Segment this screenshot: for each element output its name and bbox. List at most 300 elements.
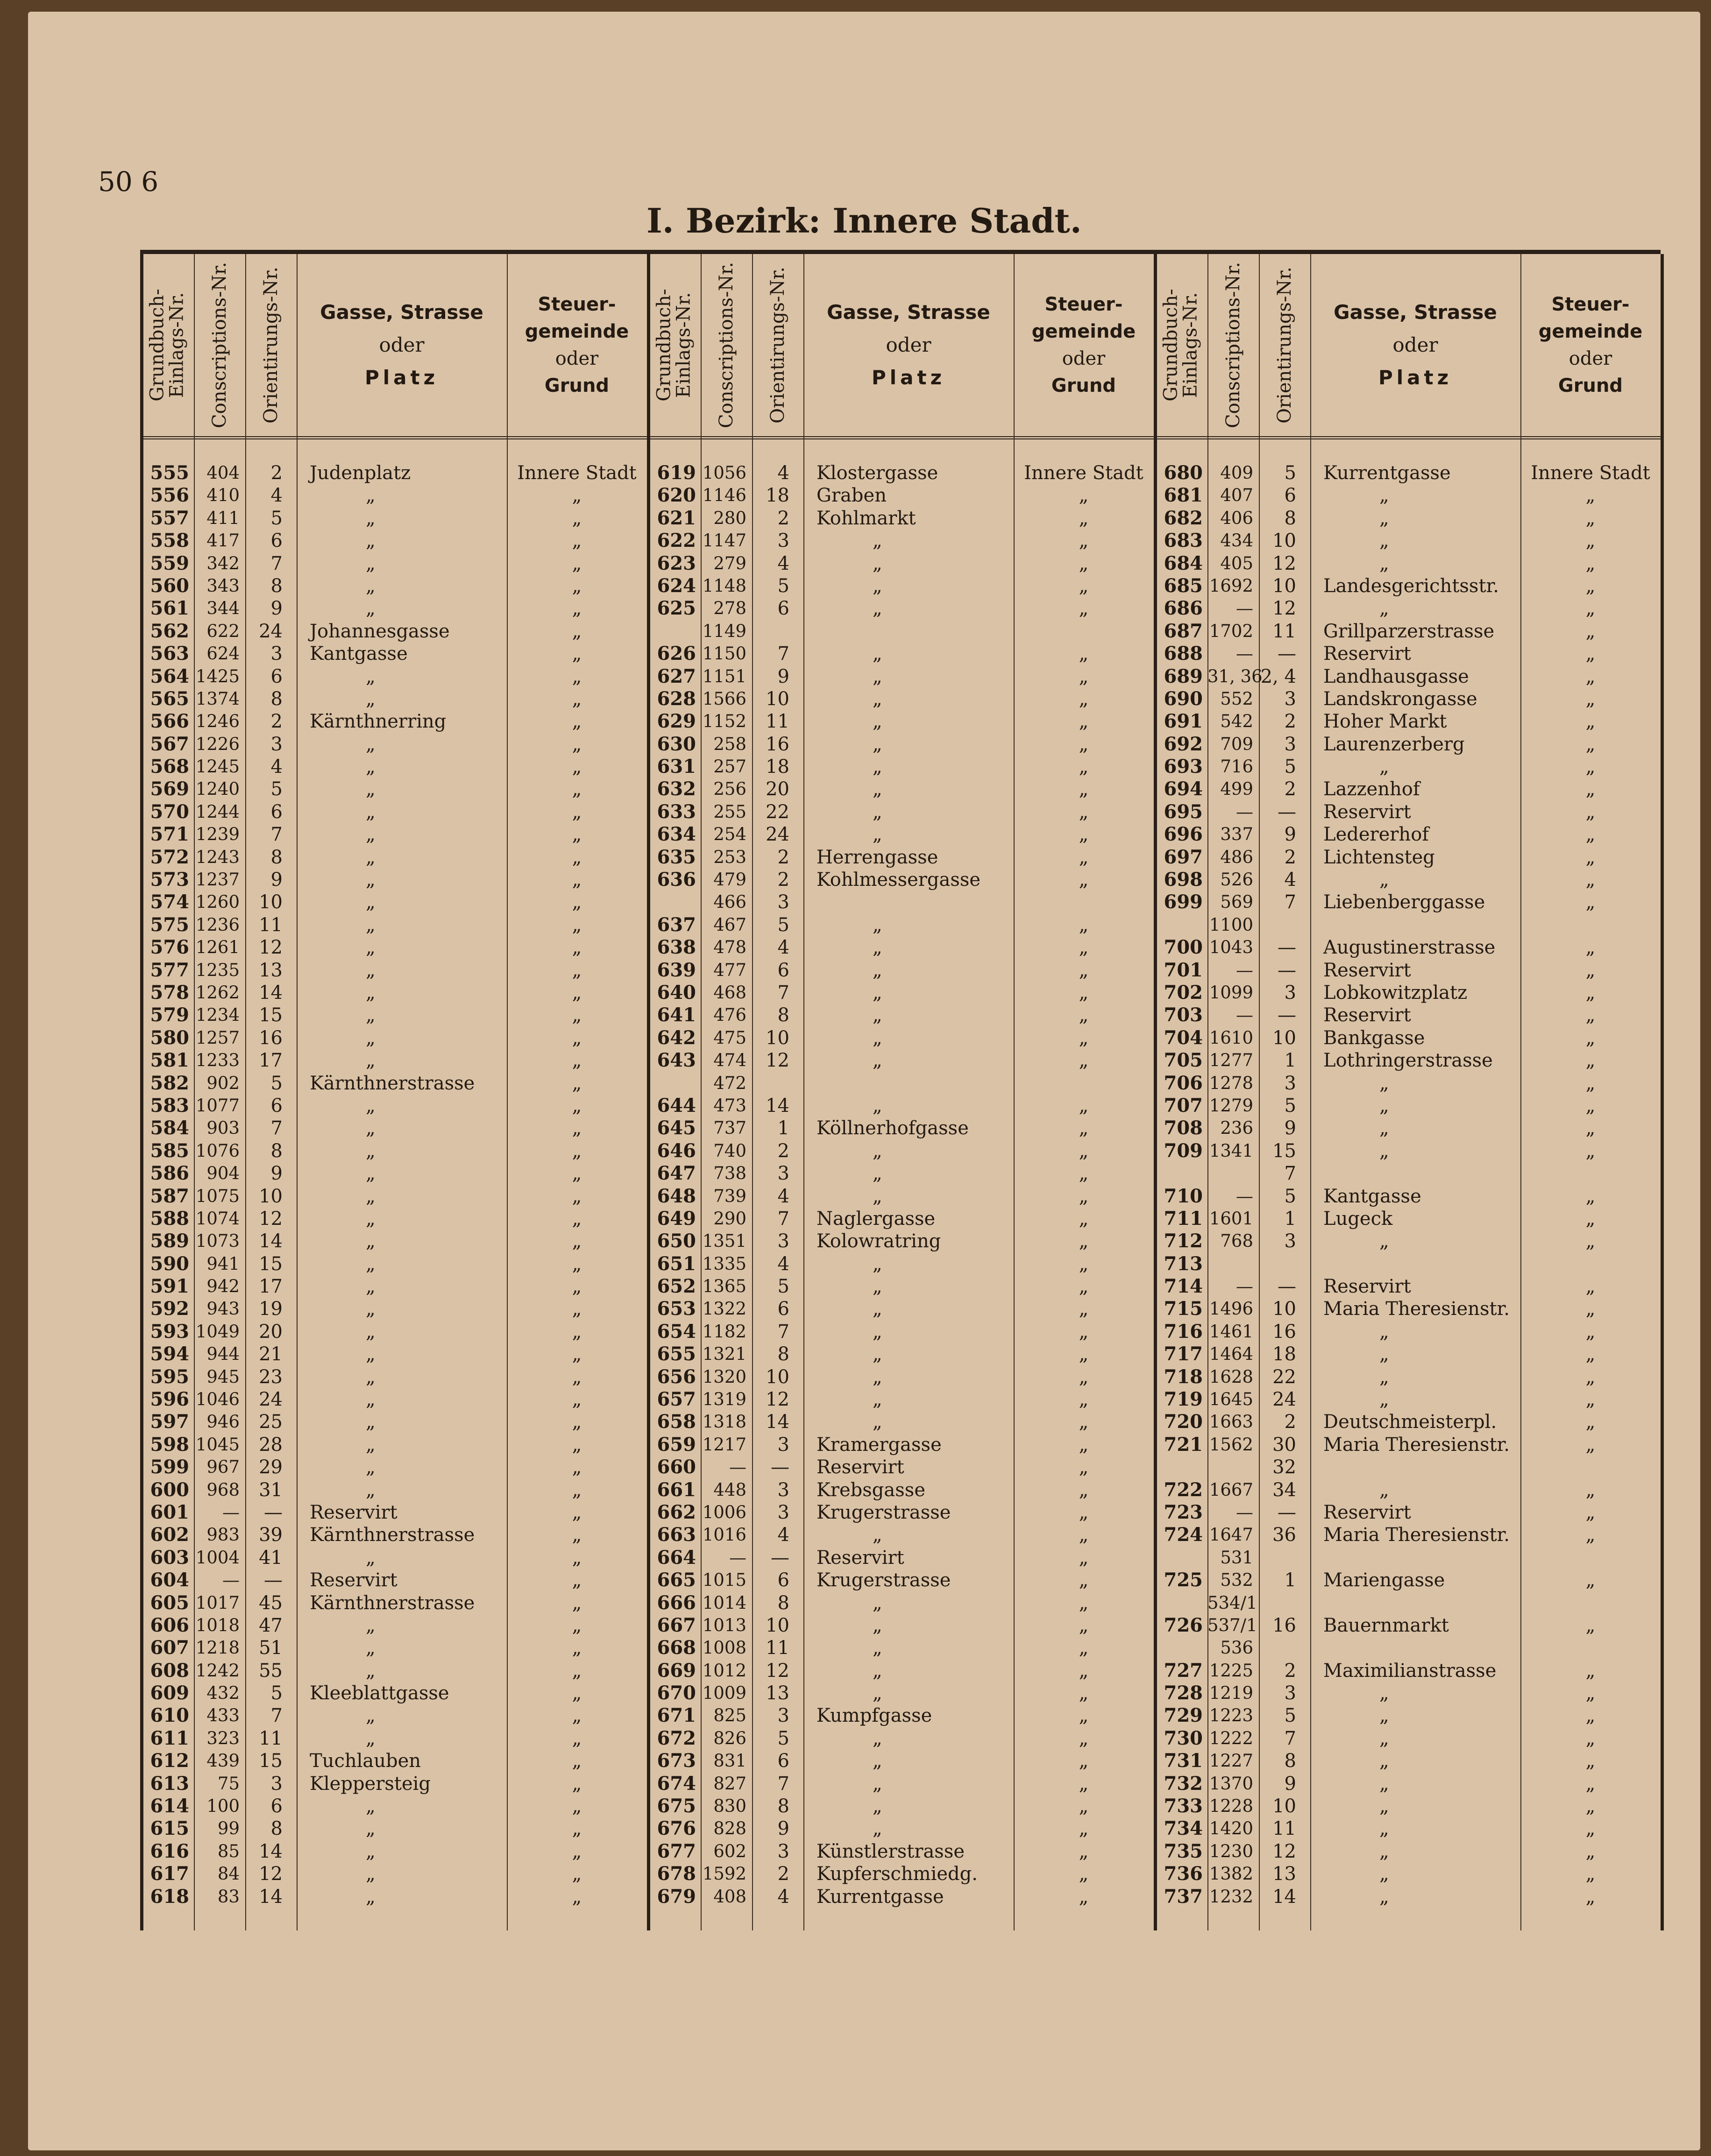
orientation-number: 10: [1272, 575, 1296, 597]
table-row: [140, 1863, 647, 1885]
table-row: [647, 1569, 1154, 1591]
tax-district: „: [572, 575, 582, 597]
street-name: „: [366, 1434, 376, 1456]
conscription-number: 1075: [195, 1186, 240, 1206]
table-row: [1154, 778, 1661, 800]
tax-district: „: [1079, 1027, 1089, 1049]
register-block: [647, 254, 1154, 1930]
tax-district: „: [1585, 1886, 1596, 1908]
conscription-number: 468: [713, 982, 746, 1003]
table-row: [140, 665, 647, 688]
table-row: [1154, 1343, 1661, 1365]
tax-district: „: [1585, 598, 1596, 620]
conscription-number: —: [222, 1502, 240, 1522]
tax-district: „: [1079, 1253, 1089, 1275]
table-row: [647, 1117, 1154, 1139]
grundbuch-number: 568: [150, 756, 189, 778]
street-name: Künstlerstrasse: [816, 1840, 965, 1862]
grundbuch-number: 634: [657, 823, 696, 846]
grundbuch-number: 566: [150, 710, 189, 733]
grundbuch-number: 635: [657, 846, 696, 868]
orientation-number: 1: [1284, 1208, 1296, 1230]
table-row: [647, 1524, 1154, 1546]
orientation-number: 6: [777, 1750, 789, 1772]
conscription-number: 1218: [195, 1638, 240, 1658]
street-name: „: [1379, 598, 1389, 620]
table-row: [1154, 869, 1661, 891]
conscription-number: 1222: [1209, 1728, 1253, 1748]
conscription-number: 552: [1220, 688, 1253, 709]
orientation-number: 13: [259, 959, 283, 981]
orientation-number: 8: [270, 846, 283, 868]
table-row: [647, 1501, 1154, 1524]
street-name: Krugerstrasse: [816, 1501, 951, 1523]
tax-district: „: [1079, 982, 1089, 1004]
orientation-number: —: [264, 1501, 283, 1523]
street-name: Landskrongasse: [1323, 688, 1477, 710]
orientation-number: 4: [777, 552, 789, 574]
orientation-number: 7: [270, 824, 283, 846]
tax-district: „: [1079, 1547, 1089, 1569]
table-row: [647, 710, 1154, 733]
conscription-number: 342: [206, 553, 240, 573]
street-name: Reservirt: [1323, 959, 1411, 981]
table-row: [647, 552, 1154, 575]
register-rows: [140, 462, 647, 1908]
grundbuch-number: 637: [657, 913, 696, 936]
grundbuch-number: 624: [657, 574, 696, 597]
header-line: gemeinde: [1538, 321, 1643, 342]
conscription-number: 258: [713, 734, 746, 754]
header-grundbuch-label: [1161, 289, 1200, 401]
header-line: oder: [379, 333, 425, 356]
orientation-number: 13: [766, 1682, 789, 1704]
conscription-number: 1043: [1209, 937, 1253, 958]
register-rows: [1154, 462, 1661, 1908]
conscription-number: 476: [713, 1005, 746, 1025]
table-row: [140, 688, 647, 710]
tax-district: „: [1079, 1614, 1089, 1636]
table-row: [1154, 1704, 1661, 1727]
header-orientirungs-label: Orientirungs-Nr.: [1274, 267, 1295, 424]
header-line: Grund: [1558, 375, 1623, 396]
orientation-number: 2: [1284, 711, 1296, 733]
street-name: Ledererhof: [1323, 824, 1429, 846]
table-row: [1154, 846, 1661, 869]
conscription-number: 83: [217, 1886, 240, 1907]
table-row: [647, 1817, 1154, 1840]
grundbuch-number: 605: [150, 1591, 189, 1614]
tax-district: „: [1585, 1117, 1596, 1139]
conscription-number: 236: [1220, 1118, 1253, 1138]
tax-district: „: [572, 1750, 582, 1772]
street-name: „: [873, 688, 882, 710]
conscription-number: 1013: [702, 1615, 746, 1635]
tax-district: „: [572, 1321, 582, 1343]
street-name: Köllnerhofgasse: [816, 1117, 969, 1139]
header-line: Platz: [1378, 366, 1453, 389]
conscription-number: 945: [206, 1366, 240, 1387]
conscription-number: 1278: [1209, 1073, 1253, 1093]
conscription-number: 768: [1220, 1231, 1253, 1251]
conscription-number: 406: [1220, 508, 1253, 528]
table-row: [1154, 1095, 1661, 1117]
tax-district: „: [1079, 1050, 1089, 1072]
table-row: [140, 733, 647, 756]
table-row: [140, 823, 647, 846]
tax-district: „: [572, 552, 582, 574]
tax-district: „: [1585, 1276, 1596, 1298]
table-row: [647, 1027, 1154, 1049]
conscription-number: —: [1236, 598, 1253, 619]
conscription-number: 323: [206, 1728, 240, 1748]
conscription-number: 1692: [1209, 575, 1253, 596]
orientation-number: 10: [1272, 530, 1296, 552]
grundbuch-number: 677: [657, 1840, 696, 1862]
conscription-number: 499: [1220, 779, 1253, 799]
conscription-number: 941: [206, 1253, 240, 1274]
conscription-number: 1237: [195, 869, 240, 890]
header-line: Einlags-Nr.: [166, 292, 188, 398]
table-row: [647, 530, 1154, 552]
tax-district: „: [1079, 1411, 1089, 1433]
tax-district: „: [1585, 1795, 1596, 1817]
orientation-number: 7: [777, 1208, 789, 1230]
street-name: Landhausgasse: [1323, 665, 1469, 687]
street-name: Lugeck: [1323, 1208, 1393, 1230]
orientation-number: 3: [1284, 1682, 1296, 1704]
street-name: Reservirt: [1323, 643, 1411, 665]
grundbuch-number: 596: [150, 1388, 189, 1411]
street-name: „: [873, 733, 882, 755]
street-name: „: [873, 914, 882, 936]
street-name: Krebsgasse: [816, 1479, 925, 1501]
street-name: „: [873, 1773, 882, 1795]
table-row: [647, 801, 1154, 823]
conscription-number: 1370: [1209, 1773, 1253, 1794]
grundbuch-number: 573: [150, 869, 189, 891]
tax-district: „: [572, 1840, 582, 1862]
grundbuch-number: 715: [1164, 1298, 1203, 1320]
tax-district: „: [1585, 1185, 1596, 1207]
tax-district: „: [1585, 1050, 1596, 1072]
conscription-number: 279: [713, 553, 746, 573]
orientation-number: 7: [270, 1705, 283, 1727]
table-row: [140, 530, 647, 552]
grundbuch-number: 700: [1164, 936, 1203, 959]
conscription-number: 716: [1220, 756, 1253, 777]
tax-district: „: [572, 1727, 582, 1749]
conscription-number: 1230: [1209, 1841, 1253, 1861]
tax-district: „: [572, 1117, 582, 1139]
conscription-number: 1566: [702, 688, 746, 709]
table-row: [1154, 575, 1661, 597]
conscription-number: 944: [206, 1344, 240, 1364]
table-row: [647, 1275, 1154, 1298]
grundbuch-number: 615: [150, 1817, 189, 1840]
table-row: [1154, 1817, 1661, 1840]
grundbuch-number: 562: [150, 620, 189, 642]
header-orientirungs: [752, 254, 803, 436]
street-name: „: [873, 1095, 882, 1117]
table-row: [647, 982, 1154, 1004]
street-name: Judenplatz: [310, 462, 411, 484]
grundbuch-number: 621: [657, 507, 696, 529]
grundbuch-number: 722: [1164, 1478, 1203, 1501]
table-row: [1154, 1366, 1661, 1388]
orientation-number: 14: [259, 982, 283, 1004]
street-name: „: [366, 1614, 376, 1636]
conscription-number: 479: [713, 869, 746, 890]
table-row: [647, 846, 1154, 869]
grundbuch-number: 643: [657, 1049, 696, 1072]
street-name: Hoher Markt: [1323, 711, 1447, 733]
tax-district: „: [1079, 507, 1089, 529]
table-row: [140, 1614, 647, 1637]
street-name: Kohlmarkt: [816, 507, 916, 529]
conscription-number: 404: [206, 463, 240, 483]
grundbuch-number: 689: [1164, 665, 1203, 687]
street-name: „: [873, 1185, 882, 1207]
conscription-number: 408: [713, 1886, 746, 1907]
conscription-number: 280: [713, 508, 746, 528]
street-name: „: [873, 1592, 882, 1614]
conscription-number: 967: [206, 1457, 240, 1477]
street-name: „: [1379, 1140, 1389, 1162]
street-name: „: [366, 846, 376, 868]
orientation-number: 12: [1272, 552, 1296, 574]
table-row: [140, 869, 647, 891]
grundbuch-number: 671: [657, 1704, 696, 1727]
orientation-number: 5: [1284, 462, 1296, 484]
orientation-number: 5: [1284, 756, 1296, 778]
tax-district: „: [572, 1230, 582, 1252]
header-grundbuch: [647, 254, 701, 436]
orientation-number: 3: [777, 1479, 789, 1501]
tax-district: „: [572, 846, 582, 868]
conscription-number: 85: [217, 1841, 240, 1861]
conscription-number: 826: [713, 1728, 746, 1748]
table-row: [140, 1343, 647, 1365]
table-row: [140, 891, 647, 913]
street-name: „: [873, 1366, 882, 1388]
conscription-number: 536: [1220, 1638, 1253, 1658]
conscription-number: 1056: [702, 463, 746, 483]
tax-district: „: [1079, 1298, 1089, 1320]
street-name: „: [366, 1343, 376, 1365]
grundbuch-number: 723: [1164, 1501, 1203, 1523]
conscription-number: 486: [1220, 847, 1253, 867]
grundbuch-number: 730: [1164, 1727, 1203, 1749]
conscription-number: 537/1: [1207, 1615, 1257, 1635]
orientation-number: 7: [270, 1117, 283, 1139]
table-row: [1154, 462, 1661, 484]
orientation-number: 16: [1272, 1614, 1296, 1636]
tax-district: „: [1079, 688, 1089, 710]
header-line: Einlags-Nr.: [673, 292, 695, 398]
grundbuch-number: 670: [657, 1682, 696, 1704]
table-row: [1154, 620, 1661, 643]
tax-district: „: [1079, 485, 1089, 507]
grundbuch-number: 607: [150, 1637, 189, 1659]
street-name: Grillparzerstrasse: [1323, 620, 1495, 642]
orientation-number: 4: [777, 1185, 789, 1207]
orientation-number: 31: [259, 1479, 283, 1501]
header-line: Grundbuch-: [653, 289, 675, 402]
orientation-number: 7: [777, 1321, 789, 1343]
table-row: [647, 1411, 1154, 1433]
grundbuch-number: 729: [1164, 1704, 1203, 1727]
grundbuch-number: 665: [657, 1569, 696, 1591]
orientation-number: 12: [259, 937, 283, 959]
orientation-number: 17: [259, 1050, 283, 1072]
tax-district: „: [572, 1389, 582, 1411]
table-row: [140, 959, 647, 982]
header-line: oder: [555, 348, 599, 369]
street-name: „: [366, 1795, 376, 1817]
table-row: [647, 665, 1154, 688]
table-row: [1154, 1456, 1661, 1478]
orientation-number: 4: [777, 1886, 789, 1908]
tax-district: „: [1079, 1682, 1089, 1704]
tax-district: „: [572, 1095, 582, 1117]
tax-district: „: [1585, 575, 1596, 597]
table-row: [1154, 1592, 1661, 1614]
tax-district: „: [572, 1276, 582, 1298]
tax-district: „: [1079, 1750, 1089, 1772]
tax-district: „: [1079, 1795, 1089, 1817]
conscription-number: 1335: [702, 1253, 746, 1274]
grundbuch-number: 678: [657, 1863, 696, 1885]
grundbuch-number: 577: [150, 959, 189, 981]
street-name: „: [366, 1140, 376, 1162]
grundbuch-number: 675: [657, 1795, 696, 1817]
conscription-number: 1382: [1209, 1864, 1253, 1884]
grundbuch-number: 587: [150, 1185, 189, 1207]
table-row: [647, 484, 1154, 507]
conscription-number: 902: [206, 1073, 240, 1093]
street-name: „: [1379, 1479, 1389, 1501]
grundbuch-number: 680: [1164, 462, 1203, 484]
orientation-number: 6: [270, 530, 283, 552]
tax-district: „: [1585, 507, 1596, 529]
orientation-number: 14: [259, 1840, 283, 1862]
grundbuch-number: 610: [150, 1704, 189, 1727]
table-row: [1154, 1524, 1661, 1546]
tax-district: „: [572, 778, 582, 800]
street-name: „: [873, 1163, 882, 1185]
orientation-number: 5: [270, 1682, 283, 1704]
conscription-number: 1240: [195, 779, 240, 799]
street-name: Reservirt: [310, 1501, 398, 1523]
street-name: „: [1379, 1705, 1389, 1727]
conscription-number: 407: [1220, 485, 1253, 506]
orientation-number: 1: [1284, 1569, 1296, 1591]
tax-district: „: [1585, 485, 1596, 507]
conscription-number: 542: [1220, 711, 1253, 732]
street-name: „: [1379, 1795, 1389, 1817]
grundbuch-number: 565: [150, 687, 189, 710]
table-row: [647, 1614, 1154, 1637]
orientation-number: 4: [270, 756, 283, 778]
tax-district: „: [1585, 1750, 1596, 1772]
tax-district: „: [572, 1072, 582, 1094]
header-line: Steuer-: [1044, 294, 1123, 315]
grundbuch-number: 626: [657, 643, 696, 665]
street-name: „: [366, 552, 376, 574]
conscription-number: —: [1236, 1005, 1253, 1025]
grundbuch-number: 614: [150, 1795, 189, 1817]
tax-district: „: [572, 643, 582, 665]
table-row: [140, 936, 647, 959]
header-steuergemeinde-label: [525, 291, 629, 399]
tax-district: „: [1585, 1660, 1596, 1682]
grundbuch-number: 649: [657, 1207, 696, 1230]
street-name: „: [366, 1547, 376, 1569]
tax-district: „: [1079, 552, 1089, 574]
header-grundbuch-label: [148, 289, 187, 401]
tax-district: „: [1585, 959, 1596, 981]
tax-district: „: [572, 620, 582, 642]
orientation-number: 6: [777, 598, 789, 620]
tax-district: „: [1079, 1276, 1089, 1298]
street-name: „: [366, 778, 376, 800]
grundbuch-number: 681: [1164, 484, 1203, 507]
grundbuch-number: 720: [1164, 1411, 1203, 1433]
orientation-number: 10: [766, 1027, 789, 1049]
table-row: [647, 1456, 1154, 1478]
header-street: [803, 254, 1014, 436]
street-name: „: [366, 1208, 376, 1230]
grundbuch-number: 588: [150, 1207, 189, 1230]
street-name: „: [366, 1276, 376, 1298]
table-row: [1154, 710, 1661, 733]
orientation-number: 8: [1284, 1750, 1296, 1772]
orientation-number: 3: [270, 1773, 283, 1795]
grundbuch-number: 686: [1164, 597, 1203, 620]
conscription-number: 1365: [702, 1276, 746, 1297]
conscription-number: 1217: [702, 1434, 746, 1455]
conscription-number: 1074: [195, 1208, 240, 1229]
conscription-number: 433: [206, 1705, 240, 1726]
table-row: [1154, 530, 1661, 552]
conscription-number: 100: [206, 1796, 240, 1817]
tax-district: „: [1585, 1727, 1596, 1749]
street-name: Maria Theresienstr.: [1323, 1298, 1510, 1320]
register-block: [140, 254, 647, 1930]
header-grundbuch: [1154, 254, 1207, 436]
header-line: oder: [1569, 348, 1612, 369]
tax-district: „: [1079, 711, 1089, 733]
table-row: [1154, 914, 1661, 936]
orientation-number: 16: [1272, 1321, 1296, 1343]
street-name: „: [873, 1027, 882, 1049]
street-name: „: [366, 801, 376, 823]
orientation-number: 14: [766, 1411, 789, 1433]
table-row: [140, 1162, 647, 1185]
register-block: [1154, 254, 1661, 1930]
tax-district: „: [1079, 665, 1089, 687]
tax-district: „: [572, 1050, 582, 1072]
table-row: [140, 1569, 647, 1591]
table-row: [647, 1704, 1154, 1727]
conscription-number: 99: [217, 1818, 240, 1839]
street-name: Kärnthnerring: [310, 711, 447, 733]
tax-district: „: [1585, 643, 1596, 665]
grundbuch-number: 564: [150, 665, 189, 687]
tax-district: „: [1079, 1479, 1089, 1501]
tax-district: „: [1585, 891, 1596, 913]
